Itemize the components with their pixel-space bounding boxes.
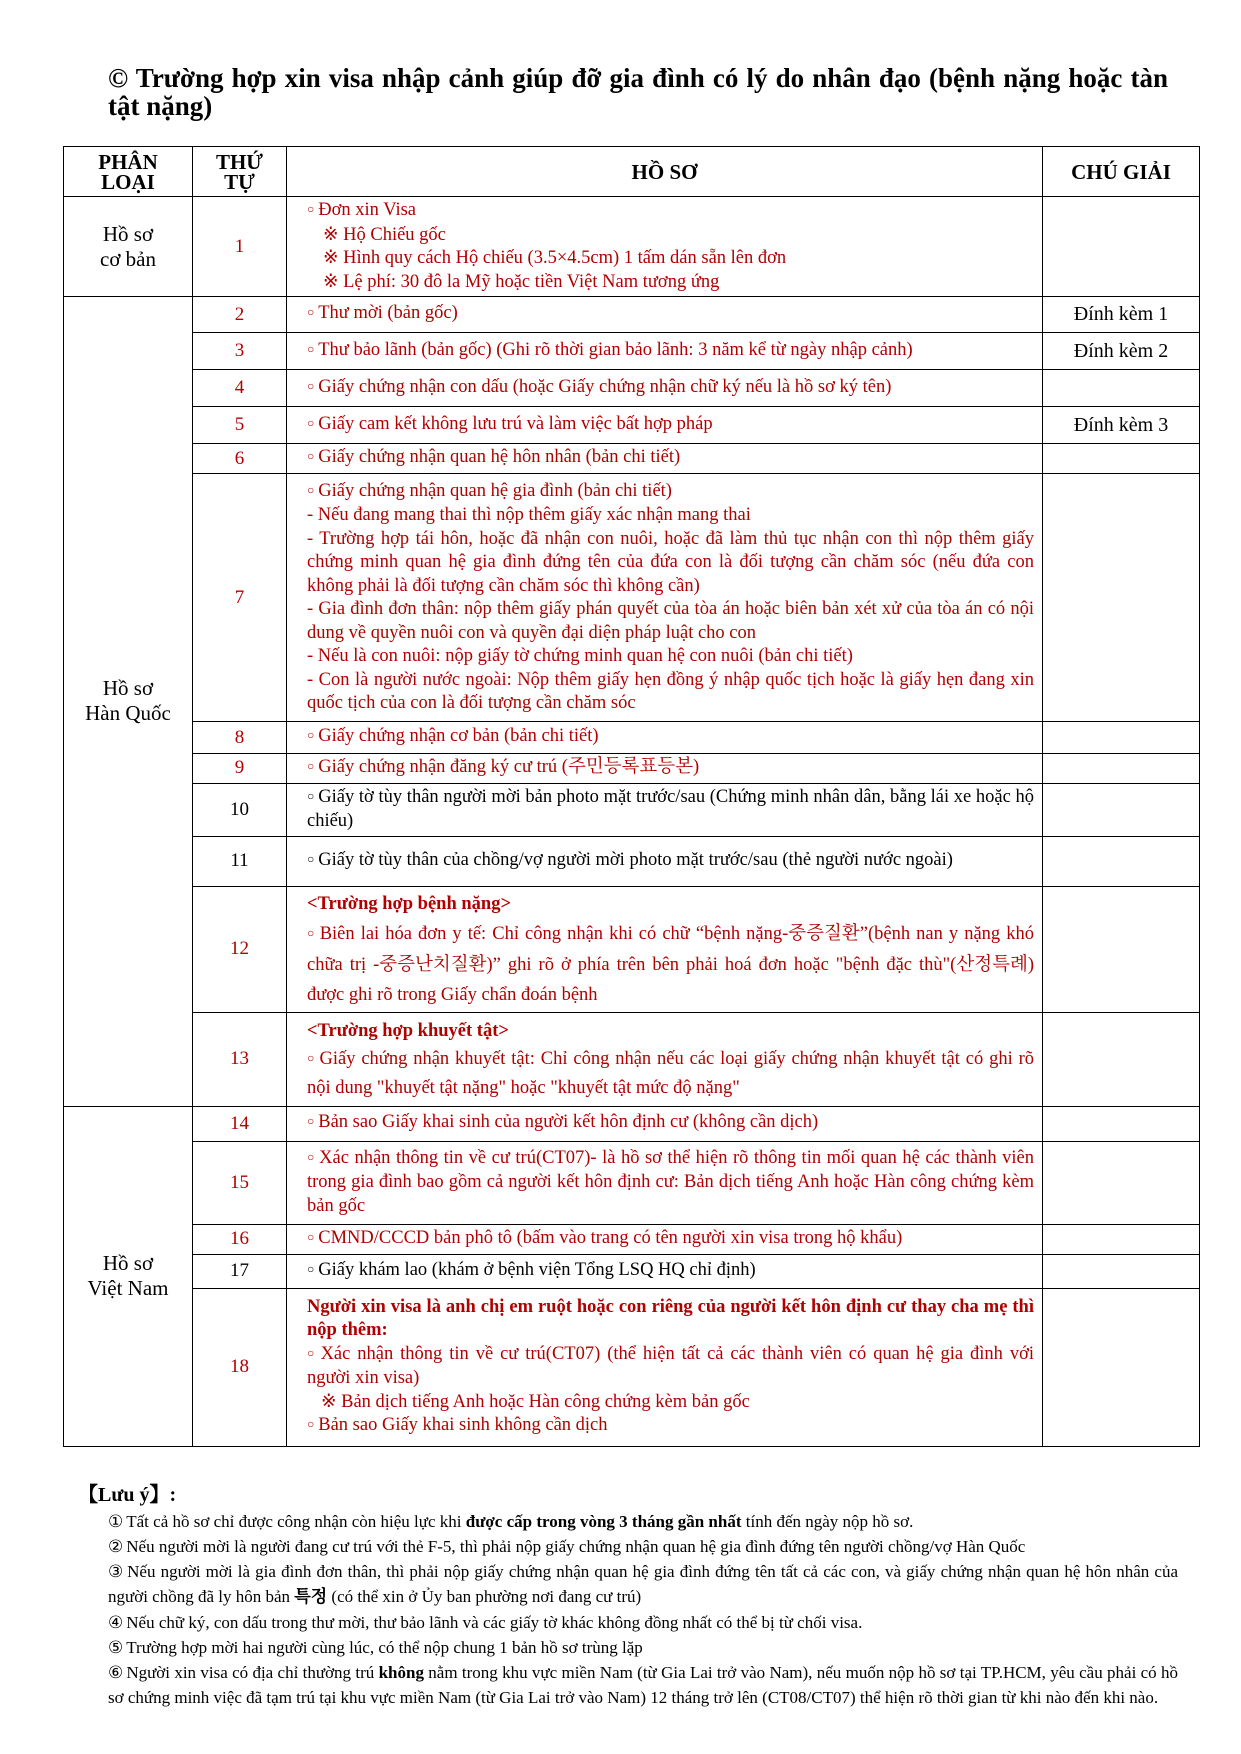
- table-row: [64, 333, 1200, 370]
- row-number: 16: [193, 1224, 287, 1254]
- category-korea: Hồ sơ Hàn Quốc: [64, 297, 193, 1107]
- note-item: ③ Nếu người mời là gia đình đơn thân, thì phải nộp giấy chứng nhận quan hệ gia đình đứng tên tất cả các con, và giấy chứng nhận quan hệ hôn nhân của người chồng đã ly hôn bản 특정 (có thể xin ở Ủy ban phường nơi đang cư trú): [108, 1562, 1178, 1607]
- table-row: [64, 370, 1200, 407]
- table-header-row: [64, 147, 1200, 197]
- row-number: 10: [193, 783, 287, 836]
- row-number: 1: [193, 197, 287, 297]
- row-number: 13: [193, 1012, 287, 1106]
- row-documents: ○ Thư bảo lãnh (bản gốc) (Ghi rõ thời gian bảo lãnh: 3 năm kể từ ngày nhập cảnh): [287, 333, 1043, 370]
- note-item: ⑤ Trường hợp mời hai người cùng lúc, có thể nộp chung 1 bản hồ sơ trùng lặp: [108, 1638, 643, 1657]
- table-row: [64, 722, 1200, 754]
- note-item: ② Nếu người mời là người đang cư trú với thẻ F-5, thì phải nộp giấy chứng nhận quan hệ gia đình đứng tên người chồng/vợ Hàn Quốc: [108, 1537, 1026, 1556]
- row-number: 9: [193, 754, 287, 784]
- table-row: [64, 836, 1200, 886]
- row-documents: ○ Giấy tờ tùy thân người mời bản photo mặt trước/sau (Chứng minh nhân dân, bằng lái xe hoặc hộ chiếu): [287, 783, 1043, 836]
- row-documents: ○ Giấy chứng nhận quan hệ gia đình (bản chi tiết) - Nếu đang mang thai thì nộp thêm giấy xác nhận mang thai - Trường hợp tái hôn, hoặc đã nhận con nuôi, hoặc đã làm thủ tục nhận con thì nộp thêm giấy chứng minh quan hệ gia đình đứng tên của đứa con là đối tượng cần chăm sóc (nếu đứa con không phải là đối tượng cần chăm sóc thì không cần) - Gia đình đơn thân: nộp thêm giấy phán quyết của tòa án hoặc biên bản xét xử của tòa án có nội dung về quyền nuôi con và quyền đại diện pháp luật cho con - Nếu là con nuôi: nộp giấy tờ chứng minh quan hệ con nuôi (bản chi tiết) - Con là người nước ngoài: Nộp thêm giấy hẹn đồng ý nhập quốc tịch hoặc là giấy hẹn đang xin quốc tịch của con là đối tượng cần chăm sóc: [287, 474, 1043, 722]
- table-row: [64, 1012, 1200, 1106]
- row-number: 11: [193, 836, 287, 886]
- table-row: [64, 1224, 1200, 1254]
- row-documents: ○ Giấy khám lao (khám ở bệnh viện Tổng LSQ HQ chỉ định): [287, 1254, 1043, 1288]
- header-notes: CHÚ GIẢI: [1043, 147, 1200, 197]
- note-item: ⑥ Người xin visa có địa chỉ thường trú không nằm trong khu vực miền Nam (từ Gia Lai trở vào Nam), nếu muốn nộp hồ sơ tại TP.HCM, yêu cầu phải có hồ sơ chứng minh việc đã tạm trú tại khu vực miền Nam (từ Gia Lai trở vào Nam) 12 tháng trở lên (CT08/CT07) thể hiện rõ thời gian từ khi nào đến khi nào.: [108, 1663, 1178, 1707]
- row-number: 6: [193, 444, 287, 474]
- row-documents: ○ Đơn xin Visa ※ Hộ Chiếu gốc ※ Hình quy cách Hộ chiếu (3.5×4.5cm) 1 tấm dán sẵn lên đơn ※ Lệ phí: 30 đô la Mỹ hoặc tiền Việt Nam tương ứng: [287, 197, 1043, 297]
- row-note: [1043, 836, 1200, 886]
- row-note: Đính kèm 2: [1043, 333, 1200, 370]
- row-number: 18: [193, 1288, 287, 1446]
- row-number: 12: [193, 886, 287, 1012]
- row-number: 14: [193, 1106, 287, 1141]
- row-documents: <Trường hợp bệnh nặng> ○ Biên lai hóa đơn y tế: Chỉ công nhận khi có chữ “bệnh nặng-중증질환”(bệnh nan y nặng khó chữa trị -중증난치질환)” ghi rõ ở phía trên bên phải hoá đơn hoặc "bệnh đặc thù"(산정특례) được ghi rõ trong Giấy chẩn đoán bệnh: [287, 886, 1043, 1012]
- table-row: [64, 754, 1200, 784]
- row-documents: ○ Bản sao Giấy khai sinh của người kết hôn định cư (không cần dịch): [287, 1106, 1043, 1141]
- row-note: [1043, 1141, 1200, 1224]
- row-note: [1043, 783, 1200, 836]
- row-note: [1043, 444, 1200, 474]
- row-number: 3: [193, 333, 287, 370]
- row-documents: Người xin visa là anh chị em ruột hoặc con riêng của người kết hôn định cư thay cha mẹ thì nộp thêm: ○ Xác nhận thông tin về cư trú(CT07) (thể hiện tất cả các thành viên có quan hệ gia đình với người xin visa) ※ Bản dịch tiếng Anh hoặc Hàn công chứng kèm bản gốc ○ Bản sao Giấy khai sinh không cần dịch: [287, 1288, 1043, 1446]
- row-number: 7: [193, 474, 287, 722]
- row-note: [1043, 370, 1200, 407]
- table-row: [64, 197, 1200, 297]
- row-note: [1043, 1288, 1200, 1446]
- category-basic: Hồ sơ cơ bản: [64, 197, 193, 297]
- table-row: [64, 474, 1200, 722]
- row-note: [1043, 1106, 1200, 1141]
- row-documents: <Trường hợp khuyết tật> ○ Giấy chứng nhận khuyết tật: Chỉ công nhận nếu các loại giấy chứng nhận khuyết tật có ghi rõ nội dung "khuyết tật nặng" hoặc "khuyết tật mức độ nặng": [287, 1012, 1043, 1106]
- row-note: [1043, 1012, 1200, 1106]
- row-documents: ○ Giấy tờ tùy thân của chồng/vợ người mời photo mặt trước/sau (thẻ người nước ngoài): [287, 836, 1043, 886]
- row-note: [1043, 886, 1200, 1012]
- row-documents: ○ Giấy cam kết không lưu trú và làm việc bất hợp pháp: [287, 407, 1043, 444]
- table-row: [64, 444, 1200, 474]
- row-note: [1043, 754, 1200, 784]
- row-note: [1043, 1224, 1200, 1254]
- row-note: Đính kèm 1: [1043, 297, 1200, 333]
- row-note: Đính kèm 3: [1043, 407, 1200, 444]
- table-row: [64, 297, 1200, 333]
- row-note: [1043, 474, 1200, 722]
- header-category: PHÂN LOẠI: [64, 147, 193, 197]
- requirements-table: [63, 146, 1200, 1447]
- table-row: [64, 1288, 1200, 1446]
- table-row: [64, 1141, 1200, 1224]
- notes-title: 【Lưu ý】:: [78, 1484, 177, 1506]
- category-vietnam: Hồ sơ Việt Nam: [64, 1106, 193, 1446]
- row-note: [1043, 722, 1200, 754]
- row-number: 2: [193, 297, 287, 333]
- row-documents: ○ Giấy chứng nhận con dấu (hoặc Giấy chứng nhận chữ ký nếu là hồ sơ ký tên): [287, 370, 1043, 407]
- table-row: [64, 886, 1200, 1012]
- note-item: ① Tất cả hồ sơ chỉ được công nhận còn hiệu lực khi được cấp trong vòng 3 tháng gần nhất tính đến ngày nộp hồ sơ.: [108, 1512, 914, 1531]
- row-documents: ○ Giấy chứng nhận quan hệ hôn nhân (bản chi tiết): [287, 444, 1043, 474]
- header-documents: HỒ SƠ: [287, 147, 1043, 197]
- row-note: [1043, 1254, 1200, 1288]
- page-title: © Trường hợp xin visa nhập cảnh giúp đỡ gia đình có lý do nhân đạo (bệnh nặng hoặc tàn tật nặng): [108, 63, 1168, 121]
- row-number: 5: [193, 407, 287, 444]
- table-row: [64, 1106, 1200, 1141]
- row-number: 15: [193, 1141, 287, 1224]
- row-documents: ○ CMND/CCCD bản phô tô (bấm vào trang có tên người xin visa trong hộ khẩu): [287, 1224, 1043, 1254]
- row-documents: ○ Xác nhận thông tin về cư trú(CT07)- là hồ sơ thể hiện rõ thông tin mối quan hệ các thành viên trong gia đình bao gồm cả người kết hôn định cư: Bản dịch tiếng Anh hoặc Hàn công chứng kèm bản gốc: [287, 1141, 1043, 1224]
- row-number: 4: [193, 370, 287, 407]
- row-documents: ○ Thư mời (bản gốc): [287, 297, 1043, 333]
- row-documents: ○ Giấy chứng nhận cơ bản (bản chi tiết): [287, 722, 1043, 754]
- table-row: [64, 1254, 1200, 1288]
- header-number: THỨ TỰ: [193, 147, 287, 197]
- table-row: [64, 783, 1200, 836]
- row-number: 8: [193, 722, 287, 754]
- notes-section: [78, 1483, 1178, 1710]
- row-number: 17: [193, 1254, 287, 1288]
- row-documents: ○ Giấy chứng nhận đăng ký cư trú (주민등록표등본): [287, 754, 1043, 784]
- row-note: [1043, 197, 1200, 297]
- table-row: [64, 407, 1200, 444]
- note-item: ④ Nếu chữ ký, con dấu trong thư mời, thư bảo lãnh và các giấy tờ khác không đồng nhất có thể bị từ chối visa.: [108, 1613, 863, 1632]
